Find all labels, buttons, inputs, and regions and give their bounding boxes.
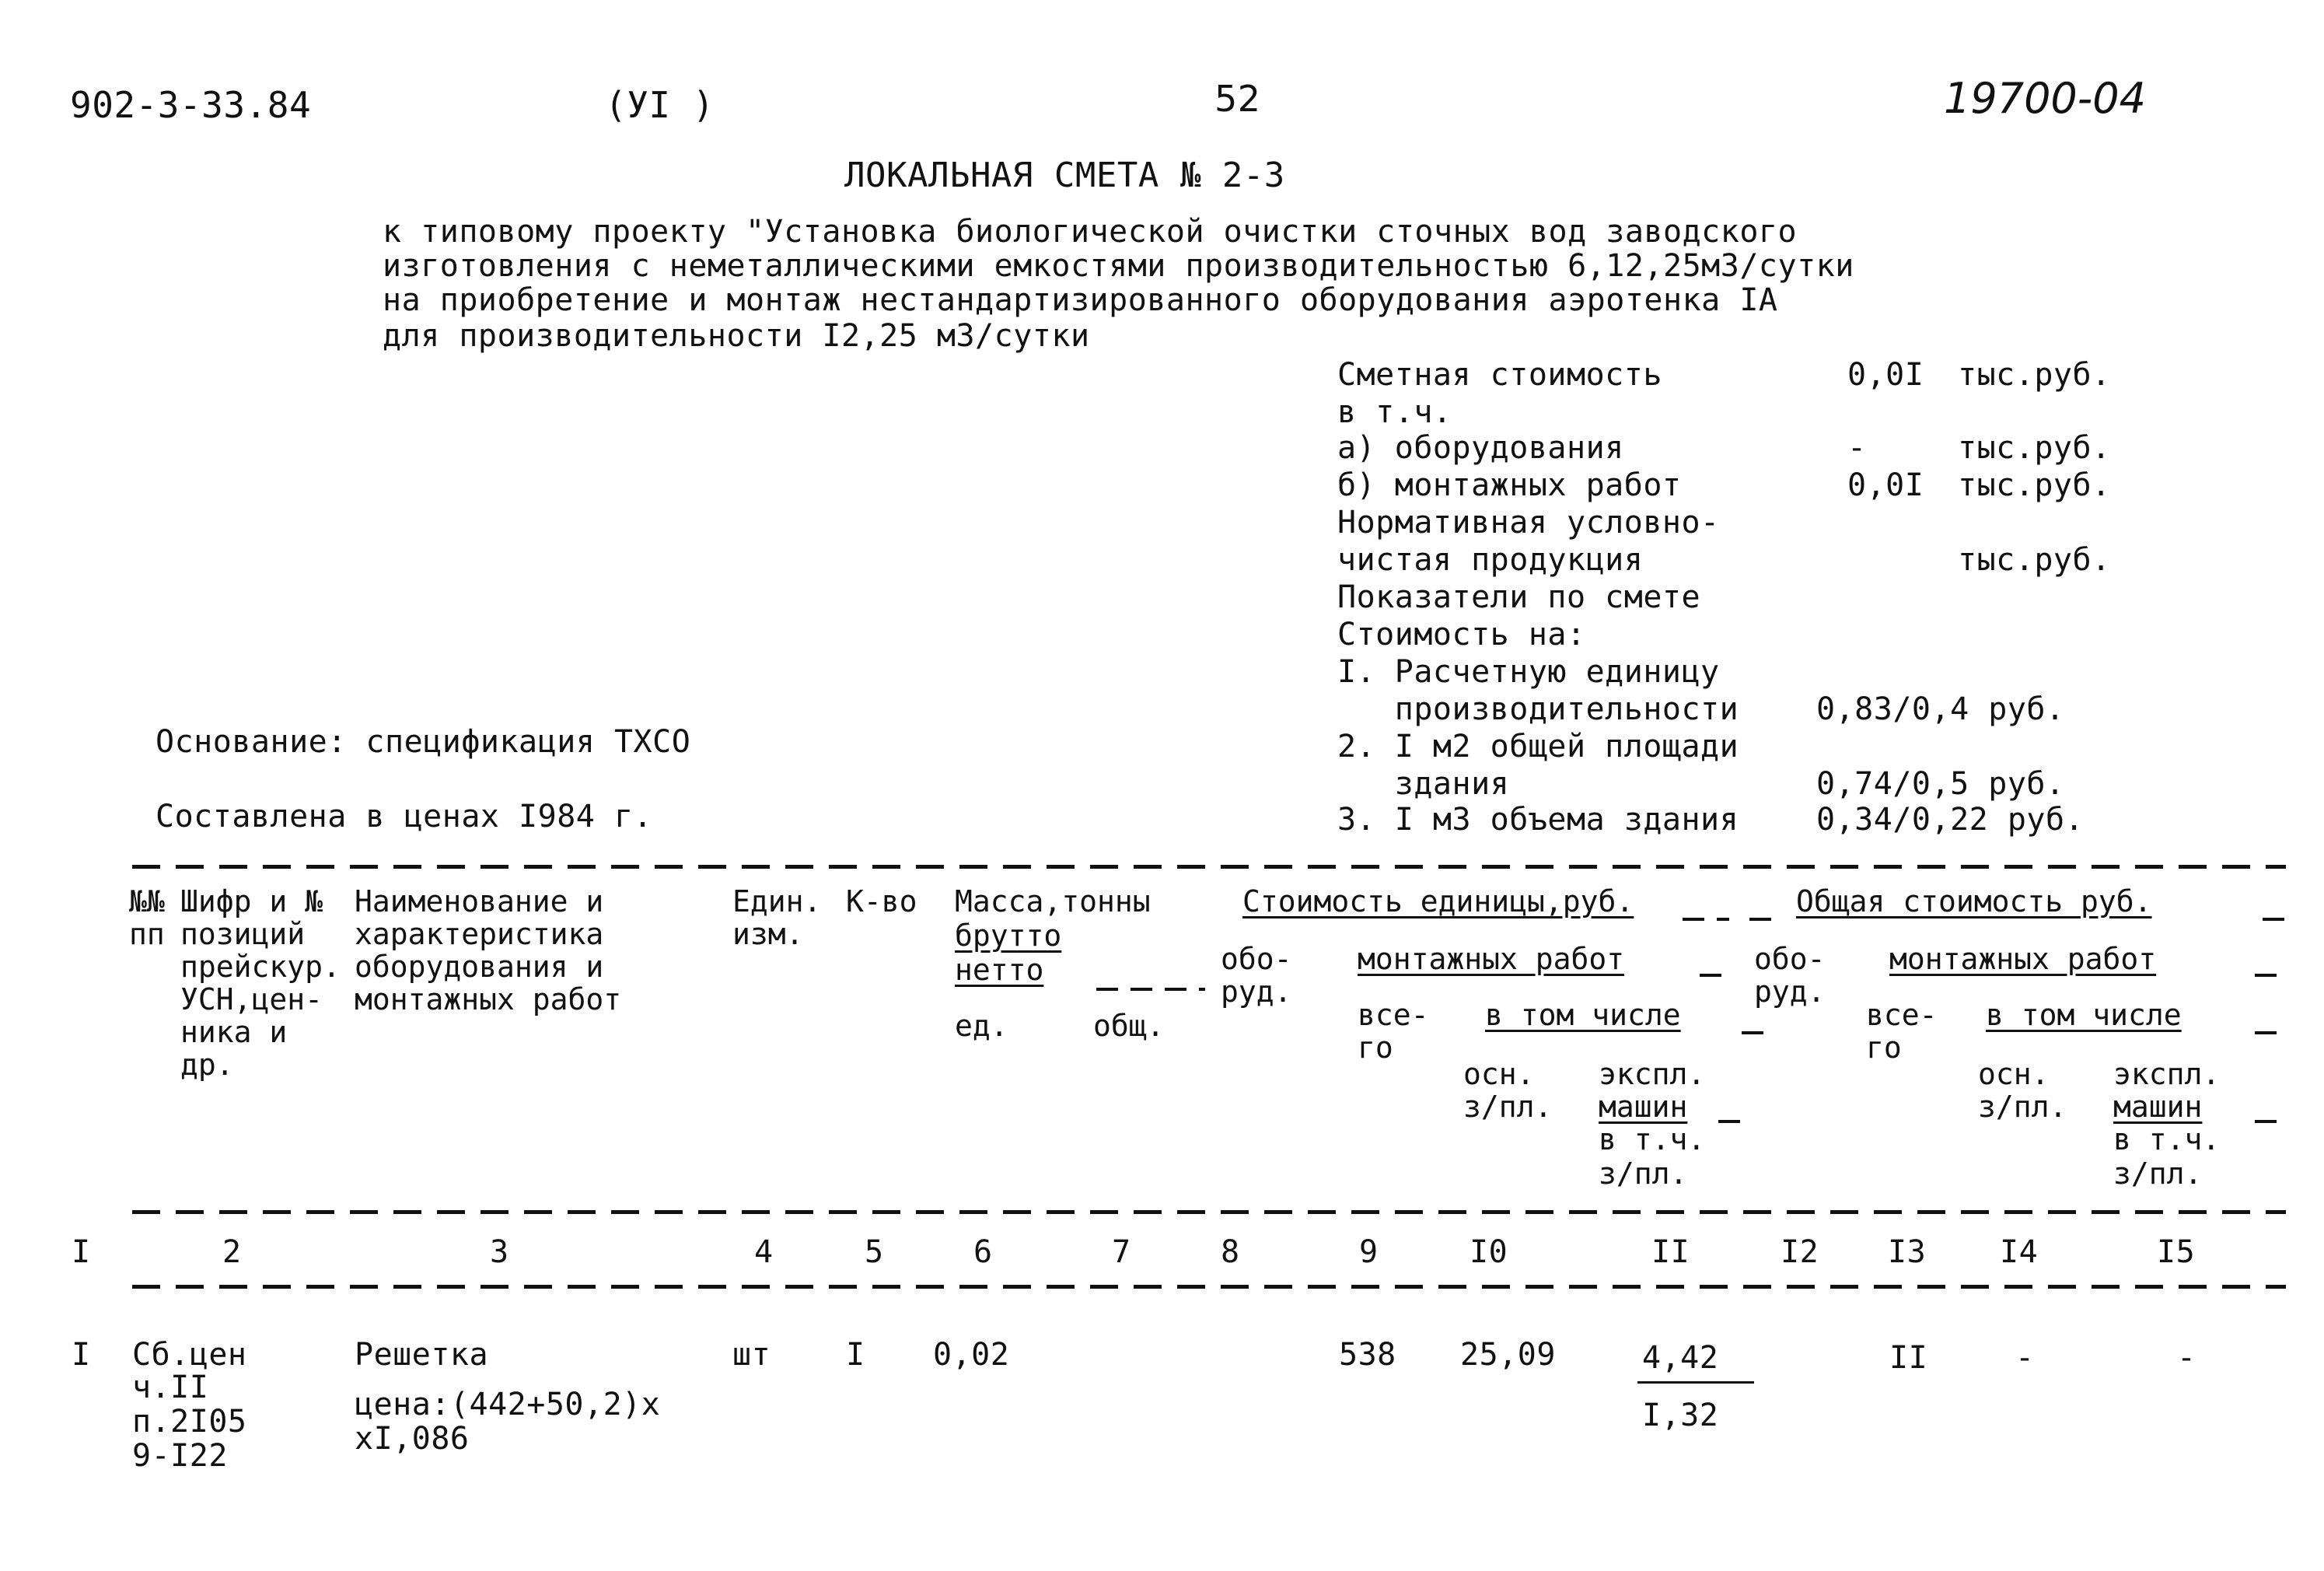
mass-netto-label: нетто: [955, 953, 1044, 987]
header-dash: [2255, 974, 2286, 977]
summary-label: в т.ч.: [1337, 394, 1452, 430]
row-code-line: 9-I22: [132, 1438, 228, 1474]
summary-label: Стоимость на:: [1337, 617, 1586, 653]
prices-line: Составлена в ценах I984 г.: [156, 799, 653, 834]
column-number: I3: [1888, 1234, 1927, 1270]
description-line-2: изготовления с неметаллическими емкостями производительностью 6,12,25м3/сутки: [383, 248, 1854, 284]
description-line-3: на приобретение и монтаж нестандартизированного оборудования аэротенка IА: [383, 282, 1778, 318]
summary-unit: тыс.руб.: [1958, 357, 2111, 393]
total-incl-header: в том числе: [1986, 998, 2182, 1032]
summary-value: 0,0I: [1847, 467, 1924, 503]
column-number: 6: [973, 1234, 993, 1270]
summary-label: Сметная стоимость: [1337, 357, 1662, 393]
summary-value: -: [1847, 430, 1867, 466]
summary-value: 0,34/0,22 руб.: [1816, 802, 2085, 838]
column-number: 3: [490, 1234, 509, 1270]
document-number: 902-3-33.84: [70, 84, 312, 126]
row-item-name: Решетка: [355, 1337, 489, 1373]
col2-header-line: прейскур.: [180, 950, 341, 984]
col4-header-line: изм.: [732, 917, 804, 951]
header-dash: [2255, 1031, 2286, 1034]
column-number: 8: [1221, 1234, 1240, 1270]
summary-label: б) монтажных работ: [1337, 467, 1682, 503]
col1-header-line: пп: [129, 917, 165, 951]
column-number: 7: [1112, 1234, 1131, 1270]
col4-header-line: Един.: [732, 884, 822, 918]
col1-header-line: №№: [129, 884, 165, 918]
unit-mount-header: монтажных работ: [1358, 942, 1625, 976]
summary-value: 0,83/0,4 руб.: [1816, 691, 2065, 727]
column-number: 2: [222, 1234, 242, 1270]
row-total-total: II: [1889, 1340, 1928, 1376]
row-number: I: [72, 1337, 91, 1373]
column-number: I4: [2000, 1234, 2039, 1270]
row-total-osn: -: [2015, 1340, 2035, 1376]
header-dash: [1742, 1031, 1765, 1034]
col11-header-line: машин: [1599, 1090, 1688, 1124]
col10-header-line: осн.: [1463, 1057, 1535, 1091]
table-rule-top: [132, 865, 2286, 869]
summary-label: производительности: [1337, 691, 1739, 727]
summary-label: I. Расчетную единицу: [1337, 654, 1720, 690]
basis-line: Основание: спецификация ТХСО: [156, 724, 691, 760]
column-number: 9: [1359, 1234, 1379, 1270]
row-quantity: I: [846, 1337, 865, 1373]
header-dash: [2263, 918, 2286, 921]
col9-header-line: го: [1358, 1030, 1393, 1065]
column-number: I5: [2157, 1234, 2196, 1270]
summary-value: 0,74/0,5 руб.: [1816, 766, 2065, 802]
col3-header-line: характеристика: [355, 917, 604, 951]
row-mass: 0,02: [933, 1337, 1010, 1373]
description-line-4: для производительности I2,25 м3/сутки: [383, 318, 1090, 354]
summary-label: 3. I м3 объема здания: [1337, 802, 1739, 838]
summary-label: Показатели по смете: [1337, 579, 1701, 615]
col7-header: общ.: [1093, 1009, 1165, 1043]
col14-header-line: з/пл.: [1978, 1090, 2067, 1124]
unit-incl-header: в том числе: [1485, 998, 1681, 1032]
mass-divider: [1096, 988, 1205, 991]
summary-value: 0,0I: [1847, 357, 1924, 393]
fraction-bar: [1637, 1381, 1754, 1384]
col15-header-line: з/пл.: [2113, 1156, 2203, 1191]
row-price-formula: цена:(442+50,2)х: [355, 1387, 661, 1422]
col2-header-line: позиций: [180, 917, 306, 951]
header-dash: [1718, 1120, 1740, 1123]
col5-header: К-во: [846, 884, 917, 918]
column-number: I0: [1470, 1234, 1508, 1270]
header-dash: [1749, 918, 1784, 921]
col8-header-line: обо-: [1221, 942, 1292, 976]
col14-header-line: осн.: [1978, 1057, 2050, 1091]
unit-cost-group-header: Стоимость единицы,руб.: [1242, 884, 1634, 918]
page-number: 52: [1214, 78, 1261, 120]
col15-header-line: в т.ч.: [2113, 1122, 2221, 1156]
col11-header-line: в т.ч.: [1599, 1122, 1706, 1156]
col9-header-line: все-: [1358, 998, 1429, 1032]
row-code-line: Сб.цен: [132, 1337, 247, 1373]
row-unit-expl-zp: I,32: [1642, 1398, 1719, 1433]
header-dash: [2255, 1120, 2277, 1123]
row-price-formula: хI,086: [355, 1421, 470, 1457]
col3-header-line: Наименование и: [355, 884, 604, 918]
col13-header-line: го: [1866, 1030, 1902, 1065]
column-number: I2: [1781, 1234, 1819, 1270]
table-rule-header-bottom: [132, 1210, 2286, 1214]
col2-header-line: др.: [180, 1048, 234, 1082]
summary-label: чистая продукция: [1337, 542, 1644, 578]
column-number: 5: [865, 1234, 884, 1270]
col2-header-line: УСН,цен-: [180, 982, 323, 1016]
column-number: I: [72, 1234, 91, 1270]
col13-header-line: все-: [1866, 998, 1938, 1032]
row-code-line: п.2I05: [132, 1404, 247, 1440]
row-unit: шт: [732, 1337, 771, 1373]
row-total-expl: -: [2177, 1340, 2196, 1376]
inventory-number: 19700-04: [1944, 74, 2146, 123]
section-code: (УI ): [605, 84, 715, 126]
col10-header-line: з/пл.: [1463, 1090, 1553, 1124]
summary-label: а) оборудования: [1337, 430, 1624, 466]
table-rule-numbers-bottom: [132, 1285, 2286, 1289]
row-unit-expl: 4,42: [1642, 1340, 1719, 1376]
col11-header-line: з/пл.: [1599, 1156, 1688, 1191]
summary-unit: тыс.руб.: [1958, 430, 2111, 466]
summary-unit: тыс.руб.: [1958, 542, 2111, 578]
column-number: 4: [754, 1234, 774, 1270]
col2-header-line: Шифр и №: [180, 884, 323, 918]
document-title: ЛОКАЛЬНАЯ СМЕТА № 2-3: [844, 156, 1285, 195]
col8-header-line: руд.: [1221, 974, 1292, 1009]
mass-brutto-label: брутто: [955, 918, 1062, 953]
summary-label: Нормативная условно-: [1337, 505, 1720, 541]
header-dash: [1683, 918, 1729, 921]
col3-header-line: монтажных работ: [355, 982, 622, 1016]
summary-label: здания: [1337, 766, 1510, 802]
col11-header-line: экспл.: [1599, 1057, 1706, 1091]
col15-header-line: экспл.: [2113, 1057, 2221, 1091]
summary-label: 2. I м2 общей площади: [1337, 729, 1739, 765]
col6-header: ед.: [955, 1009, 1008, 1043]
row-unit-total: 538: [1339, 1337, 1396, 1373]
summary-unit: тыс.руб.: [1958, 467, 2111, 503]
mass-group-header: Масса,тонны: [955, 884, 1151, 918]
col3-header-line: оборудования и: [355, 950, 604, 984]
row-code-line: ч.II: [132, 1370, 209, 1405]
total-mount-header: монтажных работ: [1889, 942, 2157, 976]
col12-header-line: обо-: [1754, 942, 1826, 976]
column-number: II: [1651, 1234, 1690, 1270]
header-dash: [1700, 974, 1734, 977]
row-unit-osn: 25,09: [1460, 1337, 1556, 1373]
total-cost-group-header: Общая стоимость руб.: [1796, 884, 2152, 918]
col12-header-line: руд.: [1754, 974, 1826, 1009]
col15-header-line: машин: [2113, 1090, 2203, 1124]
col2-header-line: ника и: [180, 1015, 288, 1049]
description-line-1: к типовому проекту "Установка биологической очистки сточных вод заводского: [383, 214, 1798, 250]
